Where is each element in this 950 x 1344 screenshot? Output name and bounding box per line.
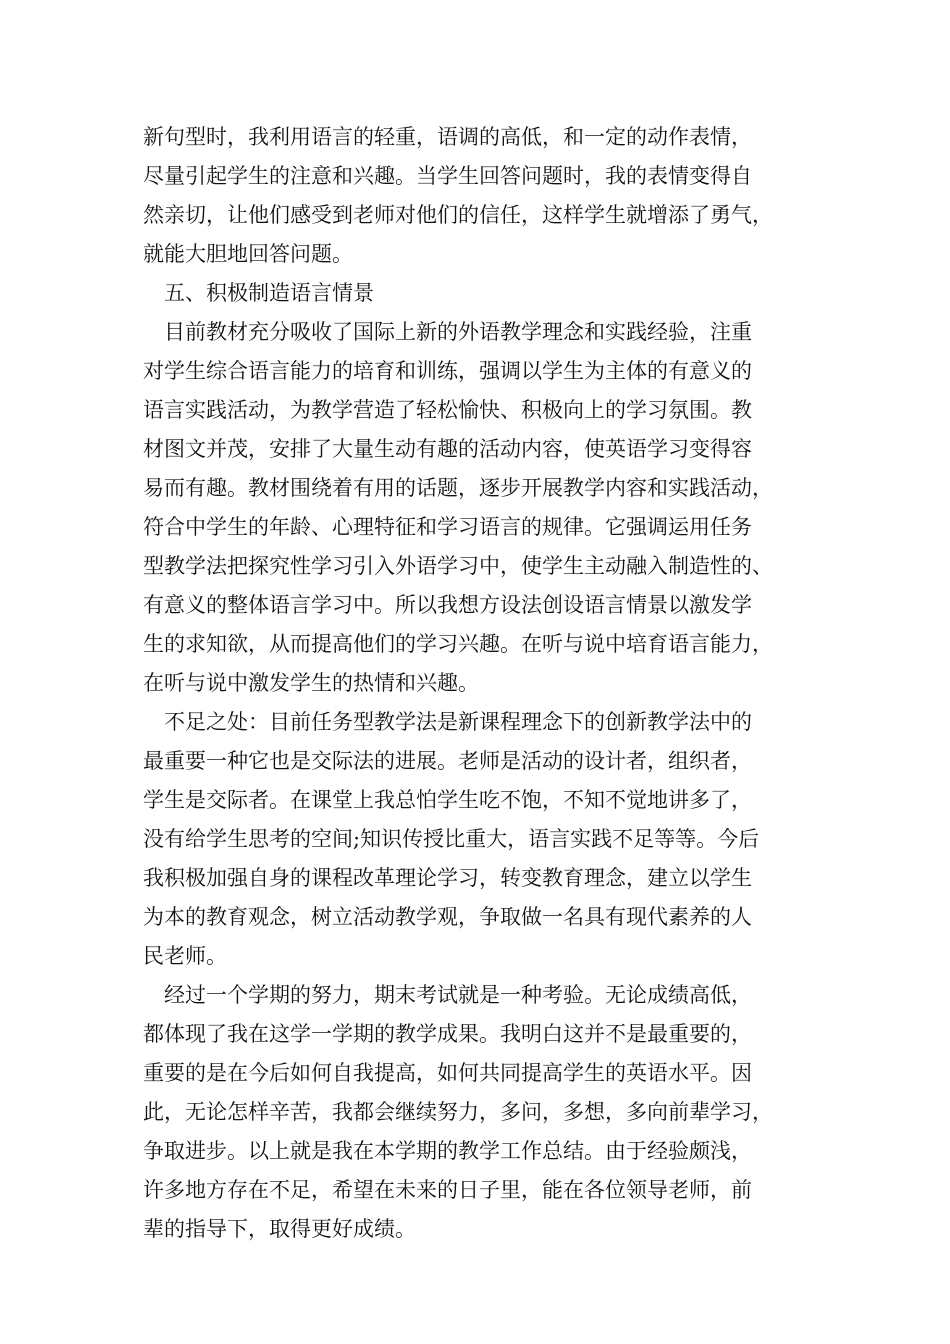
text-line: 在听与说中激发学生的热情和兴趣。 <box>143 671 479 695</box>
text-line: 学生是交际者。在课堂上我总怕学生吃不饱，不知不觉地讲多了， <box>143 788 752 812</box>
text-line: 新句型时，我利用语言的轻重，语调的高低，和一定的动作表情， <box>143 125 752 149</box>
text-line: 符合中学生的年龄、心理特征和学习语言的规律。它强调运用任务 <box>143 515 752 539</box>
text-line: 辈的指导下，取得更好成绩。 <box>143 1217 416 1241</box>
text-line: 重要的是在今后如何自我提高，如何共同提高学生的英语水平。因 <box>143 1061 752 1085</box>
text-line: 我积极加强自身的课程改革理论学习，转变教育理念，建立以学生 <box>143 866 752 890</box>
text-line: 尽量引起学生的注意和兴趣。当学生回答问题时，我的表情变得自 <box>143 164 752 188</box>
text-line: 许多地方存在不足，希望在未来的日子里，能在各位领导老师，前 <box>143 1178 752 1202</box>
text-line: 有意义的整体语言学习中。所以我想方设法创设语言情景以激发学 <box>143 593 752 617</box>
text-line: 经过一个学期的努力，期末考试就是一种考验。无论成绩高低， <box>164 983 752 1007</box>
text-line: 此，无论怎样辛苦，我都会继续努力，多问，多想，多向前辈学习， <box>143 1100 773 1124</box>
text-line: 争取进步。以上就是我在本学期的教学工作总结。由于经验颇浅， <box>143 1139 752 1163</box>
text-line: 都体现了我在这学一学期的教学成果。我明白这并不是最重要的， <box>143 1022 752 1046</box>
text-line: 语言实践活动，为教学营造了轻松愉快、积极向上的学习氛围。教 <box>143 398 752 422</box>
text-line: 不足之处：目前任务型教学法是新课程理念下的创新教学法中的 <box>164 710 752 734</box>
text-line: 就能大胆地回答问题。 <box>143 242 353 266</box>
text-line: 没有给学生思考的空间;知识传授比重大，语言实践不足等等。今后 <box>143 827 760 851</box>
text-line: 型教学法把探究性学习引入外语学习中，使学生主动融入制造性的、 <box>143 554 773 578</box>
text-line: 最重要一种它也是交际法的进展。老师是活动的设计者，组织者， <box>143 749 752 773</box>
text-line: 对学生综合语言能力的培育和训练，强调以学生为主体的有意义的 <box>143 359 752 383</box>
text-line: 材图文并茂，安排了大量生动有趣的活动内容，使英语学习变得容 <box>143 437 752 461</box>
text-line: 易而有趣。教材围绕着有用的话题，逐步开展教学内容和实践活动， <box>143 476 773 500</box>
document-body <box>143 118 823 1249</box>
text-line: 然亲切，让他们感受到老师对他们的信任，这样学生就增添了勇气， <box>143 203 773 227</box>
section-heading: 五、积极制造语言情景 <box>164 281 374 305</box>
text-line: 生的求知欲，从而提高他们的学习兴趣。在听与说中培育语言能力， <box>143 632 773 656</box>
text-line: 民老师。 <box>143 944 227 968</box>
text-line: 目前教材充分吸收了国际上新的外语教学理念和实践经验，注重 <box>164 320 752 344</box>
text-line: 为本的教育观念，树立活动教学观，争取做一名具有现代素养的人 <box>143 905 752 929</box>
